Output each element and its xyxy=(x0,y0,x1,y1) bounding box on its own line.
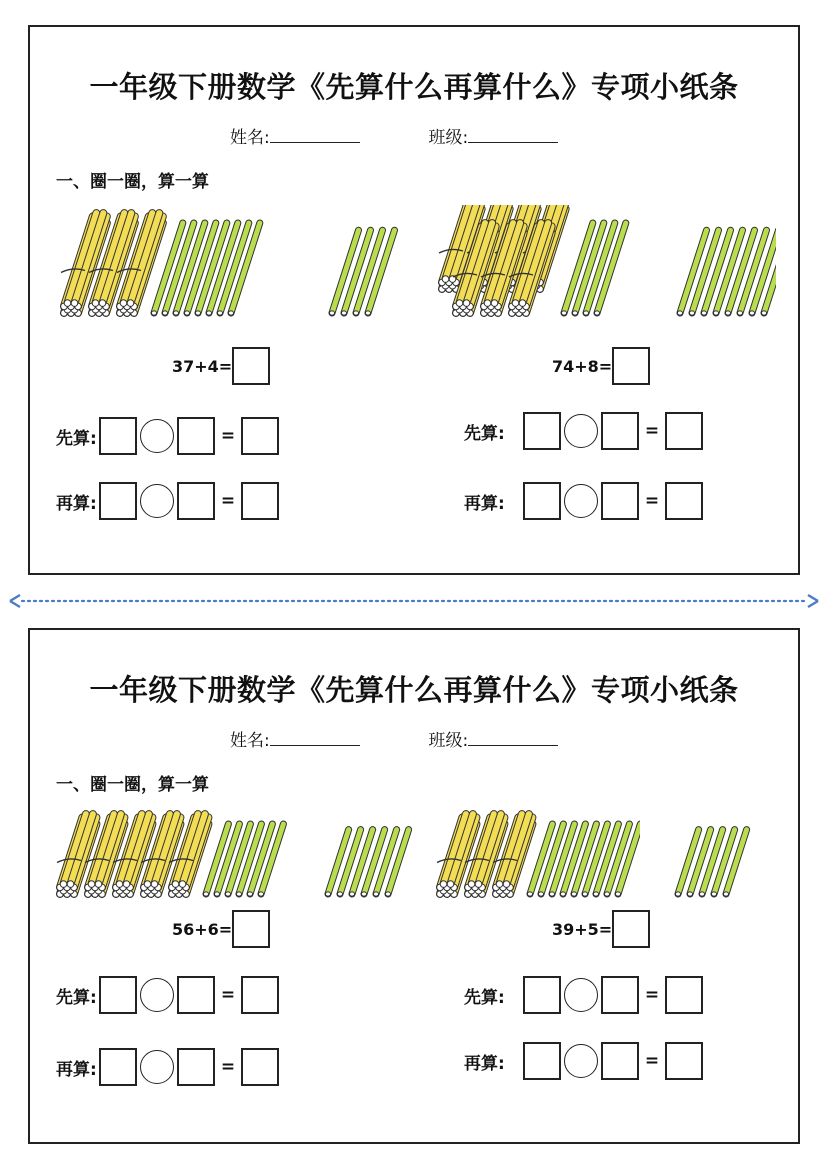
operand-box[interactable] xyxy=(523,1042,561,1080)
equation-text: 37+4= xyxy=(172,356,233,376)
equals-sign: = xyxy=(220,985,236,1005)
operand-box[interactable] xyxy=(601,482,639,520)
equation-2 xyxy=(552,347,650,385)
student-info-row xyxy=(230,726,558,751)
section-heading: 一、圈一圈，算一算 xyxy=(56,775,209,795)
operator-circle[interactable] xyxy=(564,484,598,518)
result-box[interactable] xyxy=(241,417,279,455)
result-box[interactable] xyxy=(665,1042,703,1080)
class-field[interactable] xyxy=(468,128,558,143)
second-step-row xyxy=(464,1042,703,1080)
equation-text: 56+6= xyxy=(172,919,233,939)
name-field[interactable] xyxy=(270,128,360,143)
operator-circle[interactable] xyxy=(140,1050,174,1084)
section-heading: 一、圈一圈，算一算 xyxy=(56,172,209,192)
sticks-picture-4 xyxy=(666,205,776,325)
operand-box[interactable] xyxy=(177,482,215,520)
operand-box[interactable] xyxy=(523,412,561,450)
operator-circle[interactable] xyxy=(564,414,598,448)
result-box[interactable] xyxy=(241,482,279,520)
sticks-picture-1 xyxy=(50,806,300,906)
sticks-picture-4 xyxy=(664,806,774,906)
class-label: 班级: xyxy=(428,128,469,148)
sticks-picture-2 xyxy=(318,205,418,325)
equals-sign: = xyxy=(644,421,660,441)
first-step-label: 先算: xyxy=(56,428,97,449)
sticks-picture-1 xyxy=(54,205,304,325)
first-step-row xyxy=(464,412,703,450)
operand-box[interactable] xyxy=(99,1048,137,1086)
second-step-row xyxy=(464,482,703,520)
answer-box[interactable] xyxy=(612,347,650,385)
answer-box[interactable] xyxy=(232,347,270,385)
cut-line-divider xyxy=(8,593,820,609)
first-step-row xyxy=(56,417,279,455)
worksheet-title: 一年级下册数学《先算什么再算什么》专项小纸条 xyxy=(89,70,739,104)
operand-box[interactable] xyxy=(177,976,215,1014)
equals-sign: = xyxy=(644,1051,660,1071)
equation-text: 74+8= xyxy=(552,356,613,376)
result-box[interactable] xyxy=(241,976,279,1014)
first-step-label: 先算: xyxy=(464,987,505,1008)
equals-sign: = xyxy=(644,985,660,1005)
result-box[interactable] xyxy=(665,482,703,520)
operand-box[interactable] xyxy=(523,976,561,1014)
answer-box[interactable] xyxy=(232,910,270,948)
arrow-left-icon xyxy=(10,595,20,607)
equation-2 xyxy=(552,910,650,948)
operand-box[interactable] xyxy=(99,976,137,1014)
first-step-label: 先算: xyxy=(464,423,505,444)
worksheet-card-1 xyxy=(28,25,800,575)
result-box[interactable] xyxy=(665,976,703,1014)
second-step-row xyxy=(56,482,279,520)
first-step-label: 先算: xyxy=(56,987,97,1008)
operator-circle[interactable] xyxy=(564,1044,598,1078)
equals-sign: = xyxy=(220,1057,236,1077)
class-field[interactable] xyxy=(468,731,558,746)
second-step-label: 再算: xyxy=(56,493,97,514)
worksheet-card-2 xyxy=(28,628,800,1144)
operator-circle[interactable] xyxy=(140,978,174,1012)
operand-box[interactable] xyxy=(601,976,639,1014)
result-box[interactable] xyxy=(241,1048,279,1086)
second-step-row xyxy=(56,1048,279,1086)
first-step-row xyxy=(464,976,703,1014)
equation-1 xyxy=(172,347,270,385)
operand-box[interactable] xyxy=(177,1048,215,1086)
operator-circle[interactable] xyxy=(564,978,598,1012)
first-step-row xyxy=(56,976,279,1014)
equation-text: 39+5= xyxy=(552,919,613,939)
second-step-label: 再算: xyxy=(464,493,505,514)
arrow-right-icon xyxy=(808,595,818,607)
name-field[interactable] xyxy=(270,731,360,746)
name-label: 姓名: xyxy=(230,731,270,751)
equation-1 xyxy=(172,910,270,948)
result-box[interactable] xyxy=(665,412,703,450)
sticks-picture-3 xyxy=(430,205,650,325)
operator-circle[interactable] xyxy=(140,484,174,518)
second-step-label: 再算: xyxy=(464,1053,505,1074)
operand-box[interactable] xyxy=(177,417,215,455)
student-info-row xyxy=(230,123,558,148)
equals-sign: = xyxy=(220,491,236,511)
sticks-picture-3 xyxy=(430,806,640,906)
operand-box[interactable] xyxy=(601,1042,639,1080)
equals-sign: = xyxy=(644,491,660,511)
name-label: 姓名: xyxy=(230,128,270,148)
worksheet-title: 一年级下册数学《先算什么再算什么》专项小纸条 xyxy=(89,673,739,707)
class-label: 班级: xyxy=(428,731,469,751)
operand-box[interactable] xyxy=(523,482,561,520)
answer-box[interactable] xyxy=(612,910,650,948)
operand-box[interactable] xyxy=(99,417,137,455)
operand-box[interactable] xyxy=(99,482,137,520)
equals-sign: = xyxy=(220,426,236,446)
operator-circle[interactable] xyxy=(140,419,174,453)
second-step-label: 再算: xyxy=(56,1059,97,1080)
operand-box[interactable] xyxy=(601,412,639,450)
sticks-picture-2 xyxy=(314,806,424,906)
